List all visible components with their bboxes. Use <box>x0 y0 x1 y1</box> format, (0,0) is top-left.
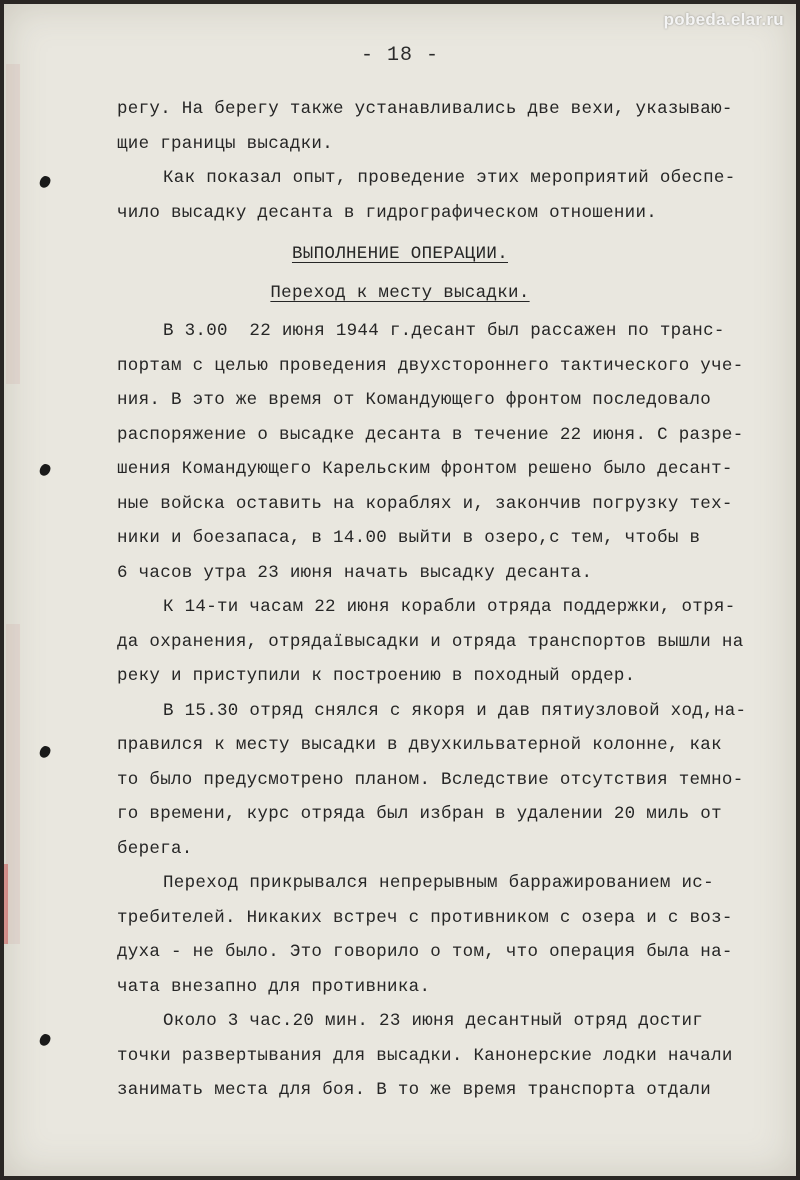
text-line: В 15.30 отряд снялся с якоря и дав пятиузловой ход,на- <box>163 700 747 721</box>
text-line: 6 часов утра 23 июня начать высадку десанта. <box>117 562 593 583</box>
punch-hole <box>38 1033 52 1048</box>
text-line: ния. В это же время от Командующего фронтом последовало <box>117 390 712 410</box>
text-line: да охранения, отрядаївысадки и отряда транспортов вышли на <box>117 631 744 652</box>
text-line: Как показал опыт, проведение этих мероприятий обеспе- <box>163 168 736 188</box>
margin-stamp <box>6 624 20 944</box>
text-line: правился к месту высадки в двухкильватерной колонне, как <box>117 735 722 755</box>
watermark: pobeda.elar.ru <box>663 10 784 29</box>
text-line: Около 3 час.20 мин. 23 июня десантный отряд достиг <box>163 1011 704 1031</box>
text-line: щие границы высадки. <box>117 133 334 154</box>
text-line: чило высадку десанта в гидрографическом отношении. <box>117 202 658 223</box>
text-line: то было предусмотрено планом. Вследствие отсутствия темно- <box>117 769 744 790</box>
text-line: ные войска оставить на кораблях и, закончив погрузку тех- <box>117 493 733 514</box>
text-line: портам с целью проведения двухстороннего тактического уче- <box>117 355 744 376</box>
text-line: В 3.00 22 июня 1944 г.десант был рассажен по транс- <box>163 321 725 341</box>
text-line: Переход прикрывался непрерывным барражированием ис- <box>163 873 714 893</box>
text-line: регу. На берегу также устанавливались две вехи, указываю- <box>117 99 733 119</box>
margin-red-mark <box>4 864 8 944</box>
text-line: го времени, курс отряда был избран в удалении 20 миль от <box>117 804 722 824</box>
text-line: точки развертывания для высадки. Канонерские лодки начали <box>117 1045 733 1066</box>
text-line: реку и приступили к построению в походный ордер. <box>117 666 636 686</box>
page-number: - 18 - <box>360 44 439 67</box>
text-line: духа - не было. Это говорило о том, что операция была на- <box>117 942 733 962</box>
punch-hole <box>38 463 52 478</box>
text-line: занимать места для боя. В то же время транспорта отдали <box>117 1080 712 1100</box>
body-paragraphs <box>117 314 777 1108</box>
text-line: берега. <box>117 838 193 859</box>
punch-hole <box>38 745 52 760</box>
punch-hole <box>38 175 52 190</box>
section-subheading: Переход к месту высадки. <box>270 283 530 303</box>
text-line: шения Командующего Карельским фронтом решено было десант- <box>117 459 733 479</box>
text-line: чата внезапно для противника. <box>117 976 431 997</box>
intro-paragraph <box>117 92 777 230</box>
document-page <box>4 4 796 1176</box>
text-line: К 14-ти часам 22 июня корабли отряда поддержки, отря- <box>163 597 736 617</box>
text-line: распоряжение о высадке десанта в течение 22 июня. С разре- <box>117 424 744 445</box>
section-heading: ВЫПОЛНЕНИЕ ОПЕРАЦИИ. <box>291 244 509 264</box>
text-line: требителей. Никаких встреч с противником с озера и с воз- <box>117 907 733 928</box>
text-line: ники и боезапаса, в 14.00 выйти в озеро,с тем, чтобы в <box>117 528 701 548</box>
margin-stamp <box>6 64 20 384</box>
